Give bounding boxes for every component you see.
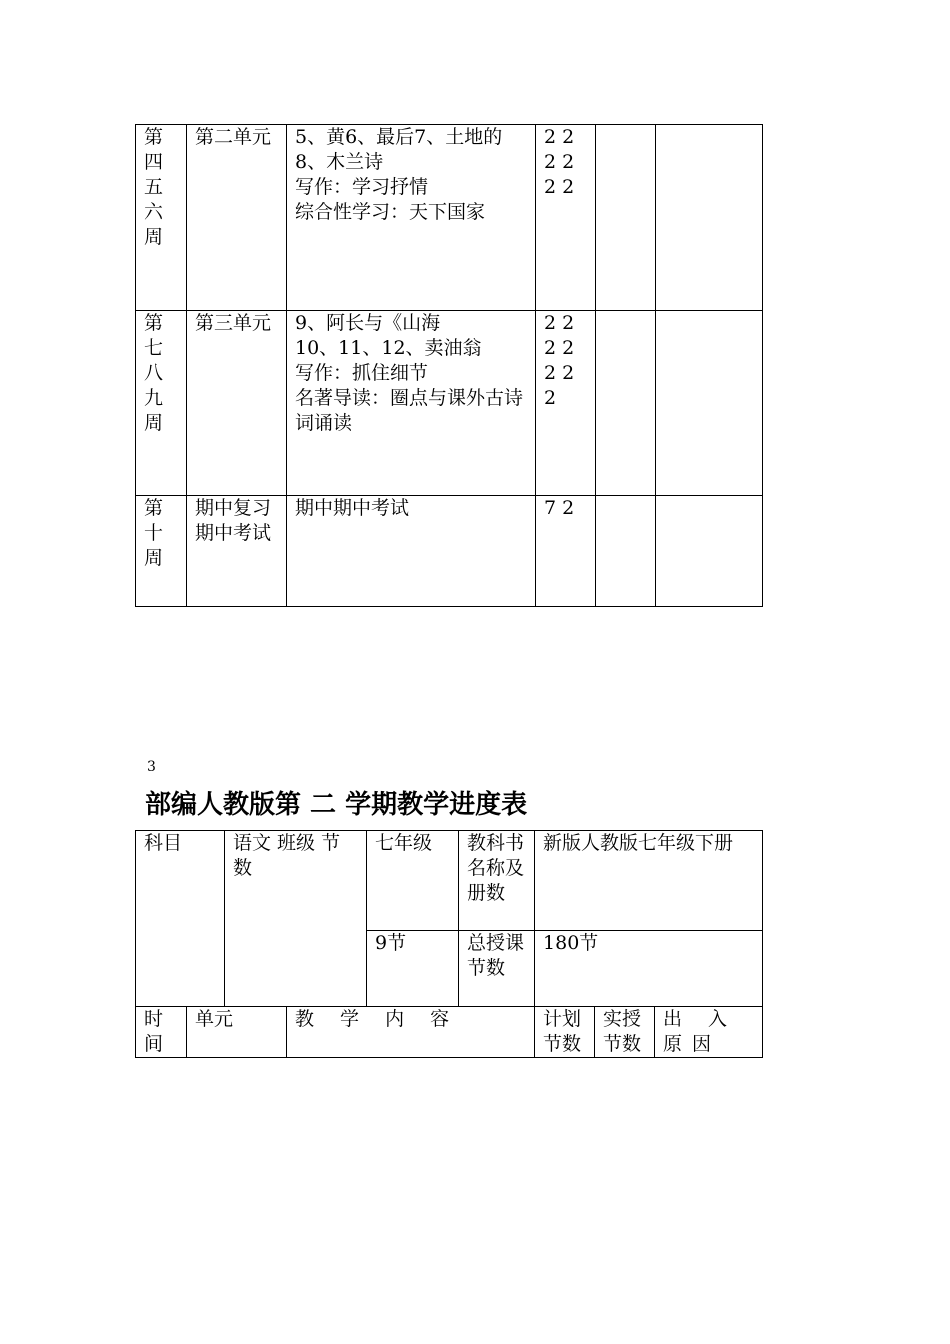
hours-line: 2 2: [544, 151, 575, 173]
planned-hours-cell: [536, 311, 596, 496]
content-line: 写作：抓住细节: [295, 362, 429, 384]
total-hours-value: 180节: [535, 931, 763, 1007]
content-line: 5、黄6、最后7、土地的8、木兰诗: [295, 126, 503, 173]
subject-label: 科目: [136, 831, 225, 1007]
header-content: 教 学 内 容: [287, 1007, 535, 1058]
week-cell: 第四五六周: [136, 125, 187, 311]
schedule-header-table: [135, 830, 763, 1058]
header-reason: 出 入 原因: [655, 1007, 763, 1058]
content-cell: [287, 311, 536, 496]
content-cell: [287, 496, 536, 607]
unit-cell: 期中复习期中考试: [187, 496, 287, 607]
planned-hours-cell: [536, 496, 596, 607]
hours-line: 2 2: [544, 337, 575, 359]
hours-line: 2 2: [544, 176, 575, 198]
content-line: 9、阿长与《山海: [295, 312, 441, 334]
header-time: 时间: [136, 1007, 187, 1058]
hours-line: 2: [544, 387, 557, 409]
table-row: [136, 311, 763, 496]
content-line: 写作：学习抒情: [295, 176, 429, 198]
content-line: 名著导读：圈点与课外古诗词诵读: [295, 387, 524, 434]
header-unit: 单元: [187, 1007, 287, 1058]
table-row: [136, 831, 763, 931]
header-actual-hours: 实授节数: [595, 1007, 655, 1058]
reason-cell: [656, 496, 763, 607]
textbook-label: 教科书名称及册数: [459, 831, 535, 931]
table-row: [136, 496, 763, 607]
total-hours-label: 总授课节数: [459, 931, 535, 1007]
hours-line: 7 2: [544, 497, 575, 519]
reason-cell: [656, 125, 763, 311]
hours-line: 2 2: [544, 126, 575, 148]
actual-hours-cell: [596, 125, 656, 311]
unit-cell: 第二单元: [187, 125, 287, 311]
subject-value: 语文 班级 节数: [225, 831, 367, 1007]
hours-line: 2 2: [544, 312, 575, 334]
table-row: [136, 125, 763, 311]
actual-hours-cell: [596, 496, 656, 607]
content-cell: [287, 125, 536, 311]
page-number: 3: [147, 759, 156, 775]
header-planned-hours: 计划节数: [535, 1007, 595, 1058]
content-line: 10、11、12、卖油翁: [295, 337, 482, 359]
textbook-value: 新版人教版七年级下册: [535, 831, 763, 931]
content-line: 期中期中考试: [295, 497, 410, 519]
actual-hours-cell: [596, 311, 656, 496]
table-header-row: [136, 1007, 763, 1058]
schedule-table-continued: [135, 124, 763, 607]
unit-cell: 第三单元: [187, 311, 287, 496]
week-cell: 第七八九周: [136, 311, 187, 496]
weekly-hours-cell: 9节: [367, 931, 459, 1007]
content-line: 综合性学习：天下国家: [295, 201, 486, 223]
week-cell: 第十周: [136, 496, 187, 607]
page-title: 部编人教版第 二 学期教学进度表: [145, 790, 528, 820]
hours-line: 2 2: [544, 362, 575, 384]
reason-cell: [656, 311, 763, 496]
grade-cell: 七年级: [367, 831, 459, 931]
planned-hours-cell: [536, 125, 596, 311]
